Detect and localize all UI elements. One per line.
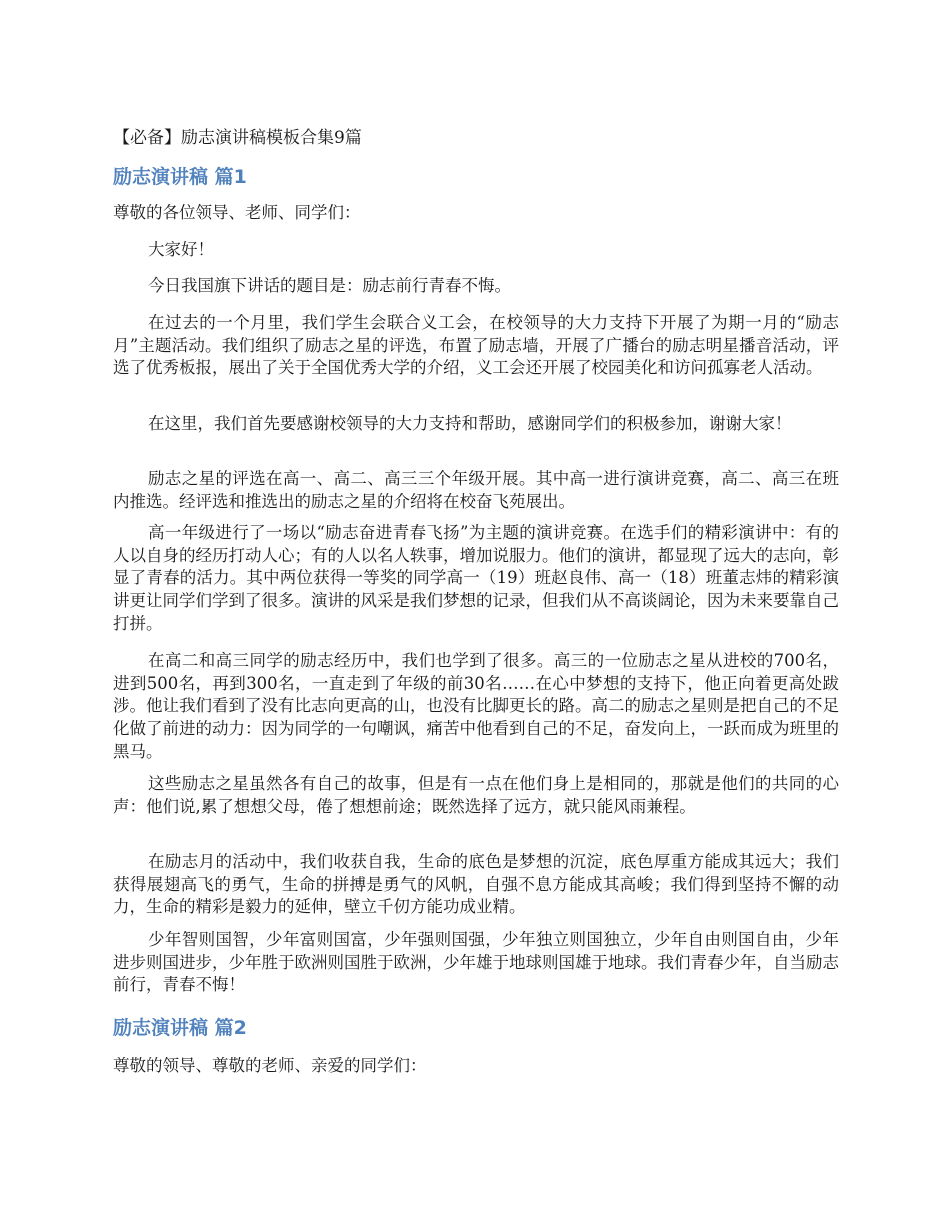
- section-1-paragraph: 在过去的一个月里，我们学生会联合义工会，在校领导的大力支持下开展了为期一月的“励志月”主题活动。我们组织了励志之星的评选，布置了励志墙，开展了广播台的励志明星播音活动，评选了优秀板报，展出了关于全国优秀大学的介绍，义工会还开展了校园美化和访问孤寡老人活动。: [113, 313, 839, 378]
- section-1-paragraph: 今日我国旗下讲话的题目是：励志前行青春不悔。: [148, 276, 511, 295]
- section-1-paragraph: 这些励志之星虽然各有自己的故事，但是有一点在他们身上是相同的，那就是他们的共同的心声：他们说,累了想想父母，倦了想想前途；既然选择了远方，就只能风雨兼程。: [113, 774, 839, 816]
- section-1-paragraph: 高一年级进行了一场以“励志奋进青春飞扬”为主题的演讲竞赛。在选手们的精彩演讲中：有的人以自身的经历打动人心；有的人以名人轶事，增加说服力。他们的演讲，都显现了远大的志向，彰显了青春的活力。其中两位获得一等奖的同学高一（19）班赵良伟、高一（18）班董志炜的精彩演讲更让同学们学到了很多。演讲的风采是我们梦想的记录，但我们从不高谈阔论，因为未来要靠自己打拼。: [113, 523, 839, 633]
- section-1-paragraph: 励志之星的评选在高一、高二、高三三个年级开展。其中高一进行演讲竞赛，高二、高三在班内推选。经评选和推选出的励志之星的介绍将在校奋飞苑展出。: [113, 469, 839, 511]
- section-2-greeting: 尊敬的领导、尊敬的老师、亲爱的同学们：: [113, 1056, 427, 1075]
- document-title: 【必备】励志演讲稿模板合集9篇: [113, 128, 362, 148]
- section-1-paragraph: 在励志月的活动中，我们收获自我，生命的底色是梦想的沉淀，底色厚重方能成其远大；我们获得展翅高飞的勇气，生命的拼搏是勇气的风帆，自强不息方能成其高峻；我们得到坚持不懈的动力，生命的精彩是毅力的延伸，壁立千仞方能功成业精。: [113, 852, 839, 917]
- section-1-paragraph: 在这里，我们首先要感谢校领导的大力支持和帮助，感谢同学们的积极参加，谢谢大家！: [148, 414, 792, 433]
- section-1-greeting: 尊敬的各位领导、老师、同学们：: [113, 203, 361, 222]
- section-1-paragraph: 大家好！: [148, 240, 214, 259]
- section-heading-2: 励志演讲稿 篇2: [113, 1017, 247, 1039]
- section-1-paragraph: 在高二和高三同学的励志经历中，我们也学到了很多。高三的一位励志之星从进校的700名，进到500名，再到300名，一直走到了年级的前30名……在心中梦想的支持下，他正向着更高处跋涉。他让我们看到了没有比志向更高的山，也没有比脚更长的路。高二的励志之星则是把自己的不足化做了前进的动力：因为同学的一句嘲讽，痛苦中他看到自己的不足，奋发向上，一跃而成为班里的黑马。: [113, 651, 839, 761]
- section-1-paragraph: 少年智则国智，少年富则国富，少年强则国强，少年独立则国独立，少年自由则国自由，少年进步则国进步，少年胜于欧洲则国胜于欧洲，少年雄于地球则国雄于地球。我们青春少年，自当励志前行，青春不悔！: [113, 930, 839, 995]
- section-heading-1: 励志演讲稿 篇1: [113, 166, 247, 188]
